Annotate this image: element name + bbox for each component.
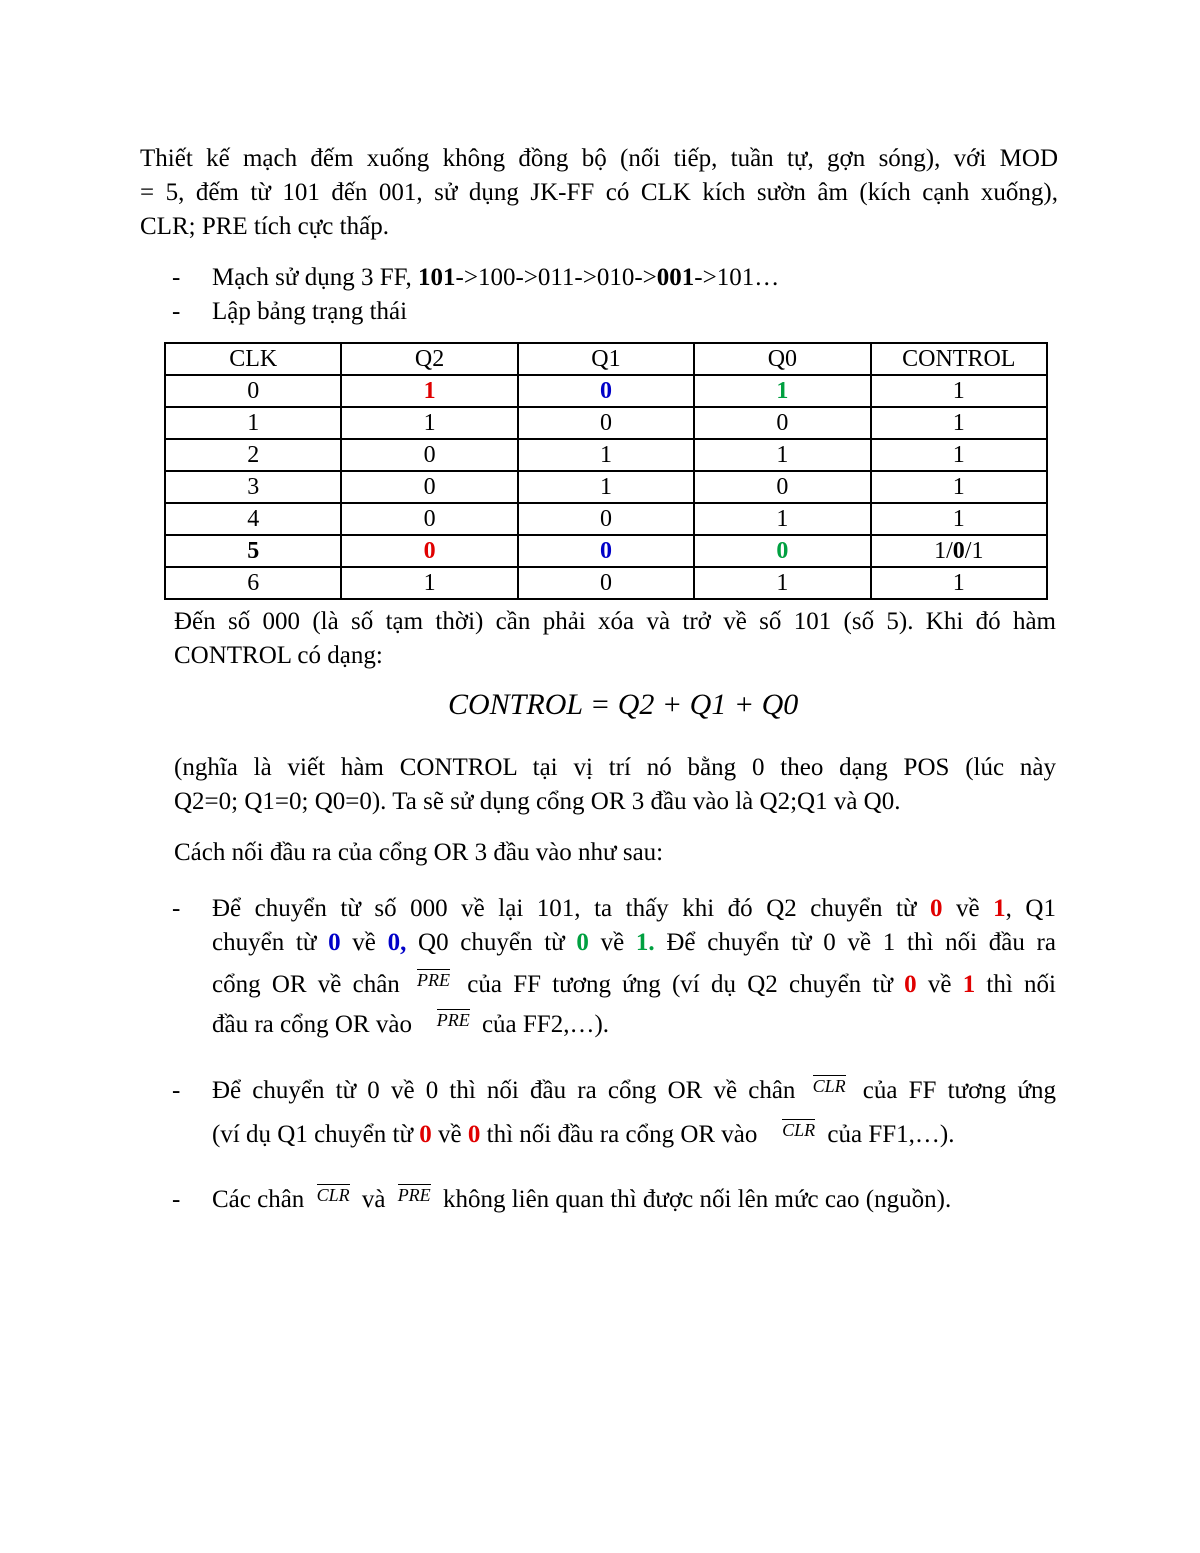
bullet4-line-1: Để chuyển từ 0 về 0 thì nối đầu ra cổng OR về chân CLR của FF tương ứng	[212, 1076, 1056, 1104]
header-cell: CONTROL	[871, 343, 1047, 375]
table-cell: 1	[694, 439, 870, 471]
table-cell: 0	[341, 503, 517, 535]
table-row	[165, 375, 1047, 407]
table-cell: 5	[165, 535, 341, 567]
pre-pin-symbol: PRE	[436, 1010, 470, 1030]
bullet5-line: Các chân CLR và PRE không liên quan thì được nối lên mức cao (nguồn).	[212, 1185, 952, 1213]
clr-pin-symbol: CLR	[782, 1120, 816, 1140]
table-header-row	[165, 343, 1047, 375]
explain-line-2: Q2=0; Q1=0; Q0=0). Ta sẽ sử dụng cổng OR 3 đầu vào là Q2;Q1 và Q0.	[174, 788, 901, 815]
table-cell: 1	[871, 567, 1047, 599]
table-cell: 0	[518, 407, 694, 439]
table-row	[165, 439, 1047, 471]
header-cell: CLK	[165, 343, 341, 375]
clr-pin-symbol: CLR	[316, 1185, 350, 1205]
pre-pin-symbol: PRE	[397, 1185, 431, 1205]
table-cell: 0	[518, 503, 694, 535]
table-cell: 1	[871, 375, 1047, 407]
bullet-dash: -	[172, 1077, 181, 1104]
table-row	[165, 535, 1047, 567]
explain-line-1: (nghĩa là viết hàm CONTROL tại vị trí nó bằng 0 theo dạng POS (lúc này	[174, 754, 1056, 781]
table-cell: 1/0/1	[871, 535, 1047, 567]
bullet-dash: -	[172, 298, 181, 325]
table-cell: 0	[341, 535, 517, 567]
header-cell: Q1	[518, 343, 694, 375]
table-cell: 1	[871, 407, 1047, 439]
bullet-dash: -	[172, 1186, 181, 1213]
table-cell: 0	[518, 375, 694, 407]
table-cell: 1	[871, 439, 1047, 471]
table-row	[165, 567, 1047, 599]
pre-pin-symbol: PRE	[417, 970, 451, 990]
bullet3-line-2: chuyển từ 0 về 0, Q0 chuyển từ 0 về 1. Để chuyển từ 0 về 1 thì nối đầu ra	[212, 929, 1056, 956]
state-table	[164, 342, 1048, 600]
table-cell: 0	[165, 375, 341, 407]
table-cell: 2	[165, 439, 341, 471]
table-cell: 1	[518, 471, 694, 503]
table-row	[165, 503, 1047, 535]
bullet-text: Lập bảng trạng thái	[212, 298, 408, 325]
table-cell: 0	[694, 535, 870, 567]
table-cell: 1	[341, 407, 517, 439]
table-cell: 6	[165, 567, 341, 599]
table-cell: 3	[165, 471, 341, 503]
table-cell: 1	[694, 567, 870, 599]
table-cell: 1	[694, 503, 870, 535]
table-cell: 1	[871, 471, 1047, 503]
bullet4-line-2: (ví dụ Q1 chuyển từ 0 về 0 thì nối đầu ra cổng OR vào CLR của FF1,…).	[212, 1120, 955, 1148]
table-cell: 1	[694, 375, 870, 407]
table-cell: 1	[341, 567, 517, 599]
table-cell: 0	[341, 439, 517, 471]
table-cell: 1	[165, 407, 341, 439]
bullet-text: Mạch sử dụng 3 FF, 101->100->011->010->001->101…	[212, 264, 780, 291]
after-table-line-1: Đến số 000 (là số tạm thời) cần phải xóa và trở về số 101 (số 5). Khi đó hàm	[174, 608, 1056, 635]
header-cell: Q2	[341, 343, 517, 375]
intro-line-3: CLR; PRE tích cực thấp.	[140, 213, 389, 240]
table-cell: 0	[518, 567, 694, 599]
table-row	[165, 471, 1047, 503]
table-cell: 0	[694, 471, 870, 503]
explain-line-3: Cách nối đầu ra của cổng OR 3 đầu vào như sau:	[174, 839, 664, 866]
bullet-dash: -	[172, 895, 181, 922]
table-row	[165, 407, 1047, 439]
table-cell: 1	[518, 439, 694, 471]
bullet-dash: -	[172, 264, 181, 291]
bullet3-line-3: cổng OR về chân PRE của FF tương ứng (ví dụ Q2 chuyển từ 0 về 1 thì nối	[212, 970, 1057, 998]
table-cell: 0	[518, 535, 694, 567]
table-cell: 1	[341, 375, 517, 407]
header-cell: Q0	[694, 343, 870, 375]
clr-pin-symbol: CLR	[812, 1076, 846, 1096]
table-cell: 1	[871, 503, 1047, 535]
bullet3-line-1: Để chuyển từ số 000 về lại 101, ta thấy khi đó Q2 chuyển từ 0 về 1, Q1	[212, 895, 1056, 922]
control-equation: CONTROL = Q2 + Q1 + Q0	[448, 688, 799, 721]
intro-line-1: Thiết kế mạch đếm xuống không đồng bộ (nối tiếp, tuần tự, gợn sóng), với MOD	[140, 145, 1058, 172]
table-cell: 0	[694, 407, 870, 439]
table-cell: 0	[341, 471, 517, 503]
table-cell: 4	[165, 503, 341, 535]
bullet3-line-4: đầu ra cổng OR vào PRE của FF2,…).	[212, 1010, 610, 1038]
intro-line-2: = 5, đếm từ 101 đến 001, sử dụng JK-FF có CLK kích sườn âm (kích cạnh xuống),	[140, 179, 1058, 206]
after-table-line-2: CONTROL có dạng:	[174, 642, 383, 669]
